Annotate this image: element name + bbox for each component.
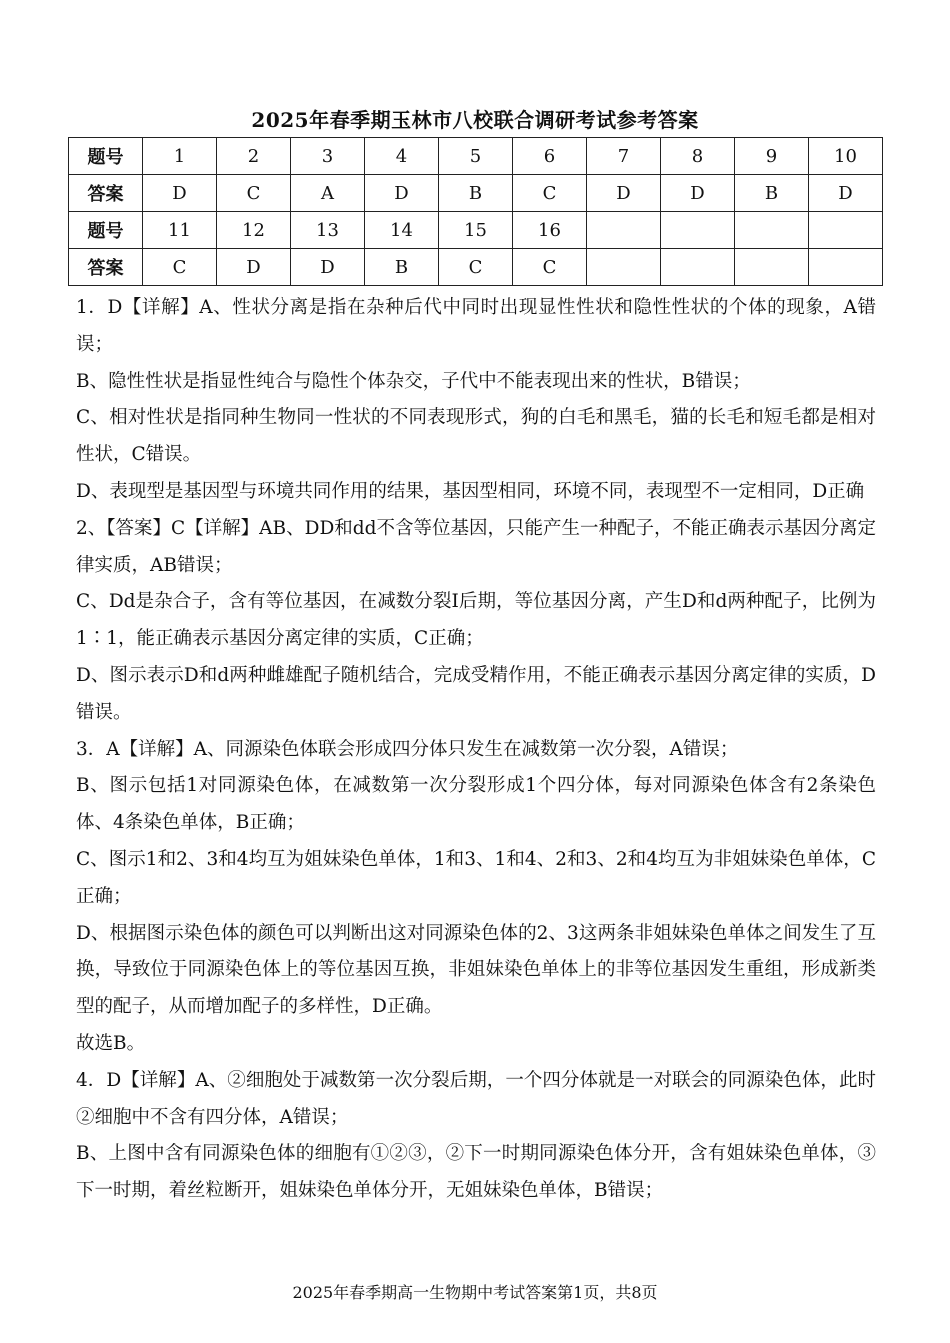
- paragraph: C、图示1和2、3和4均互为姐妹染色单体，1和3、1和4、2和3、2和4均互为非姐妹染色单体，C正确；: [76, 848, 876, 907]
- table-cell: 15: [439, 212, 513, 249]
- table-cell: D: [291, 249, 365, 286]
- paragraph: B、图示包括1对同源染色体，在减数第一次分裂形成1个四分体，每对同源染色体含有2条染色体、4条染色单体，B正确；: [76, 775, 876, 834]
- paragraph: C、相对性状是指同种生物同一性状的不同表现形式，狗的白毛和黑毛，猫的长毛和短毛都是相对性状，C错误。: [76, 407, 876, 466]
- paragraph: D、表现型是基因型与环境共同作用的结果，基因型相同，环境不同，表现型不一定相同，D正确: [76, 480, 865, 502]
- paragraph: B、上图中含有同源染色体的细胞有①②③，②下一时期同源染色体分开，含有姐妹染色单体，③下一时期，着丝粒断开，姐妹染色单体分开，无姐妹染色单体，B错误；: [76, 1143, 876, 1202]
- table-row-answer: [69, 249, 883, 286]
- table-cell: D: [809, 175, 883, 212]
- table-cell: 16: [513, 212, 587, 249]
- row-label-answer: 答案: [69, 175, 143, 212]
- table-cell: D: [143, 175, 217, 212]
- explanation-body: [76, 290, 876, 1210]
- paragraph: 故选B。: [76, 1032, 146, 1054]
- table-row-question: [69, 138, 883, 175]
- table-cell: [661, 249, 735, 286]
- table-cell: 4: [365, 138, 439, 175]
- table-cell: [735, 212, 809, 249]
- table-cell: D: [661, 175, 735, 212]
- table-cell: B: [735, 175, 809, 212]
- paragraph: 1．D【详解】A、性状分离是指在杂种后代中同时出现显性性状和隐性性状的个体的现象，A错误；: [76, 297, 876, 355]
- table-cell: 8: [661, 138, 735, 175]
- paragraph: 2、【答案】C【详解】AB、DD和dd不含等位基因，只能产生一种配子，不能正确表示基因分离定律实质，AB错误；: [76, 517, 876, 576]
- table-cell: C: [513, 249, 587, 286]
- table-cell: 6: [513, 138, 587, 175]
- table-cell: 12: [217, 212, 291, 249]
- table-cell: C: [439, 249, 513, 286]
- table-cell: [809, 212, 883, 249]
- table-cell: C: [513, 175, 587, 212]
- paragraph: C、Dd是杂合子，含有等位基因，在减数分裂Ⅰ后期，等位基因分离，产生D和d两种配子，比例为1∶1，能正确表示基因分离定律的实质，C正确；: [76, 591, 876, 650]
- page-footer: 2025年春季期高一生物期中考试答案第1页，共8页: [292, 1283, 658, 1302]
- answer-table: [68, 137, 883, 286]
- paragraph: D、根据图示染色体的颜色可以判断出这对同源染色体的2、3这两条非姐妹染色单体之间发生了互换，导致位于同源染色体上的等位基因互换，非姐妹染色单体上的非等位基因发生重组，形成新类型的配子，从而增加配子的多样性，D正确。: [76, 922, 876, 1018]
- paragraph: D、图示表示D和d两种雌雄配子随机结合，完成受精作用，不能正确表示基因分离定律的实质，D错误。: [76, 664, 876, 723]
- row-label-question: 题号: [69, 138, 143, 175]
- table-cell: B: [439, 175, 513, 212]
- table-row-question: [69, 212, 883, 249]
- table-cell: 14: [365, 212, 439, 249]
- table-cell: 3: [291, 138, 365, 175]
- table-cell: 2: [217, 138, 291, 175]
- table-cell: [661, 212, 735, 249]
- table-cell: C: [217, 175, 291, 212]
- row-label-question: 题号: [69, 212, 143, 249]
- table-cell: B: [365, 249, 439, 286]
- table-cell: [809, 249, 883, 286]
- page-title: 2025年春季期玉林市八校联合调研考试参考答案: [251, 108, 699, 132]
- table-cell: 9: [735, 138, 809, 175]
- row-label-answer: 答案: [69, 249, 143, 286]
- paragraph: B、隐性性状是指显性纯合与隐性个体杂交，子代中不能表现出来的性状，B错误；: [76, 370, 751, 392]
- table-cell: D: [587, 175, 661, 212]
- table-cell: 13: [291, 212, 365, 249]
- table-row-answer: [69, 175, 883, 212]
- paragraph: 4．D【详解】A、②细胞处于减数第一次分裂后期，一个四分体就是一对联会的同源染色体，此时②细胞中不含有四分体，A错误；: [76, 1069, 876, 1128]
- table-cell: [587, 212, 661, 249]
- table-cell: 7: [587, 138, 661, 175]
- table-cell: C: [143, 249, 217, 286]
- table-cell: 11: [143, 212, 217, 249]
- table-cell: 5: [439, 138, 513, 175]
- table-cell: D: [217, 249, 291, 286]
- table-cell: [735, 249, 809, 286]
- table-cell: 10: [809, 138, 883, 175]
- paragraph: 3．A【详解】A、同源染色体联会形成四分体只发生在减数第一次分裂，A错误；: [76, 738, 739, 760]
- table-cell: A: [291, 175, 365, 212]
- table-cell: D: [365, 175, 439, 212]
- table-cell: [587, 249, 661, 286]
- table-cell: 1: [143, 138, 217, 175]
